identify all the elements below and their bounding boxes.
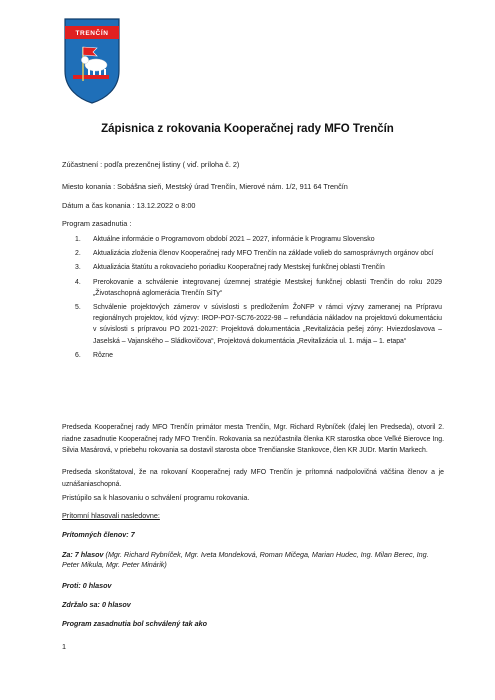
agenda-item-text: Prerokovanie a schválenie integrovanej územnej stratégie Mestskej funkčnej oblasti Trenčín do roku 2029 „Životaschopná aglomerácia Trenčín SiTy“ (93, 278, 442, 297)
agenda-item-text: Aktualizácia zloženia členov Kooperačnej rady MFO Trenčín na základe volieb do samosprávnych orgánov obcí (93, 250, 434, 258)
agenda-item (62, 262, 442, 273)
votes-abstain: Zdržalo sa: 0 hlasov (62, 600, 131, 609)
agenda-item (62, 234, 442, 245)
voting-result: Program zasadnutia bol schválený tak ako (62, 619, 207, 628)
agenda-item (62, 350, 442, 361)
agenda-item-number: 2. (75, 250, 81, 258)
document-title: Zápisnica z rokovania Kooperačnej rady MFO Trenčín (101, 123, 394, 135)
agenda-list (62, 234, 442, 364)
place-line: Miesto konania : Sobášna sieň, Mestský úrad Trenčín, Mierové nám. 1/2, 911 64 Trenčín (62, 182, 348, 191)
voting-heading: Prítomní hlasovali nasledovne: (62, 511, 160, 520)
agenda-item-text: Schválenie projektových zámerov v súvislosti s predložením ŽoNFP v rámci výzvy zameranej na Prípravu regionálnych projektov, kód výzvy: IROP-PO7-SC76-2022-98 – refundácia nákladov na projektovú dokumentáciu v súvislosti s prípravou PO 2021-2027: Projektová dokumentácia „Revitalizácia pešej zóny: Hviezdoslavova – Jaselská – Vajanského – Sládkovičova“, Projektová dokumentácia „Revitalizácia ul. 1. mája – 1. etapa“ (93, 304, 442, 345)
present-members: Prítomných členov: 7 (62, 530, 135, 539)
votes-for-names: (Mgr. Richard Rybníček, Mgr. Iveta Mondeková, Roman Mičega, Marian Hudec, Ing. Milan Berec, Ing. Peter Mikula, Mgr. Peter Minárik) (62, 550, 429, 569)
agenda-item-number: 4. (75, 278, 81, 286)
agenda-item-number: 3. (75, 264, 81, 272)
quorum-paragraph: Predseda skonštatoval, že na rokovaní Kooperačnej rady MFO Trenčín je prítomná nadpolovičná väčšina členov a je uznášaniaschopná. (62, 469, 444, 488)
agenda-item (62, 302, 442, 347)
votes-for (62, 550, 442, 570)
votes-against: Proti: 0 hlasov (62, 581, 112, 590)
page-number: 1 (62, 642, 67, 651)
agenda-item-text: Rôzne (93, 351, 113, 359)
votes-for-label: Za: 7 hlasov (62, 550, 104, 559)
trencin-coat-of-arms (63, 17, 121, 105)
crest-label: TRENČÍN (75, 30, 109, 37)
attendees-line: Zúčastnení : podľa prezenčnej listiny ( viď. príloha č. 2) (62, 160, 240, 169)
datetime-line: Dátum a čas konania : 13.12.2022 o 8:00 (62, 201, 196, 210)
agenda-item-number: 5. (75, 304, 81, 312)
agenda-item-text: Aktualizácia štatútu a rokovacieho poriadku Kooperačnej rady Mestskej funkčnej oblasti Trenčín (93, 264, 385, 272)
agenda-item-number: 1. (75, 236, 81, 243)
agenda-item-text: Aktuálne informácie o Programovom období 2021 – 2027, informácie k Programu Slovensko (93, 236, 375, 243)
voting-intro: Pristúpilo sa k hlasovaniu o schválení programu rokovania. (62, 493, 250, 502)
agenda-item-number: 6. (75, 351, 81, 359)
agenda-heading: Program zasadnutia : (62, 219, 132, 228)
agenda-item (62, 277, 442, 299)
opening-paragraph: Predseda Kooperačnej rady MFO Trenčín primátor mesta Trenčín, Mgr. Richard Rybníček (ďalej len Predseda), otvoril 2. riadne zasadnutie Kooperačnej rady MFO Trenčín. Rokovania sa nezúčastnila členka KR starostka obce Veľké Bierovce Ing. Silvia Masárová, v priebehu rokovania sa dostavil starosta obce Trenčianske Stankovce, člen KR JUDr. Martin Markech. (62, 424, 444, 454)
agenda-item (62, 248, 442, 259)
